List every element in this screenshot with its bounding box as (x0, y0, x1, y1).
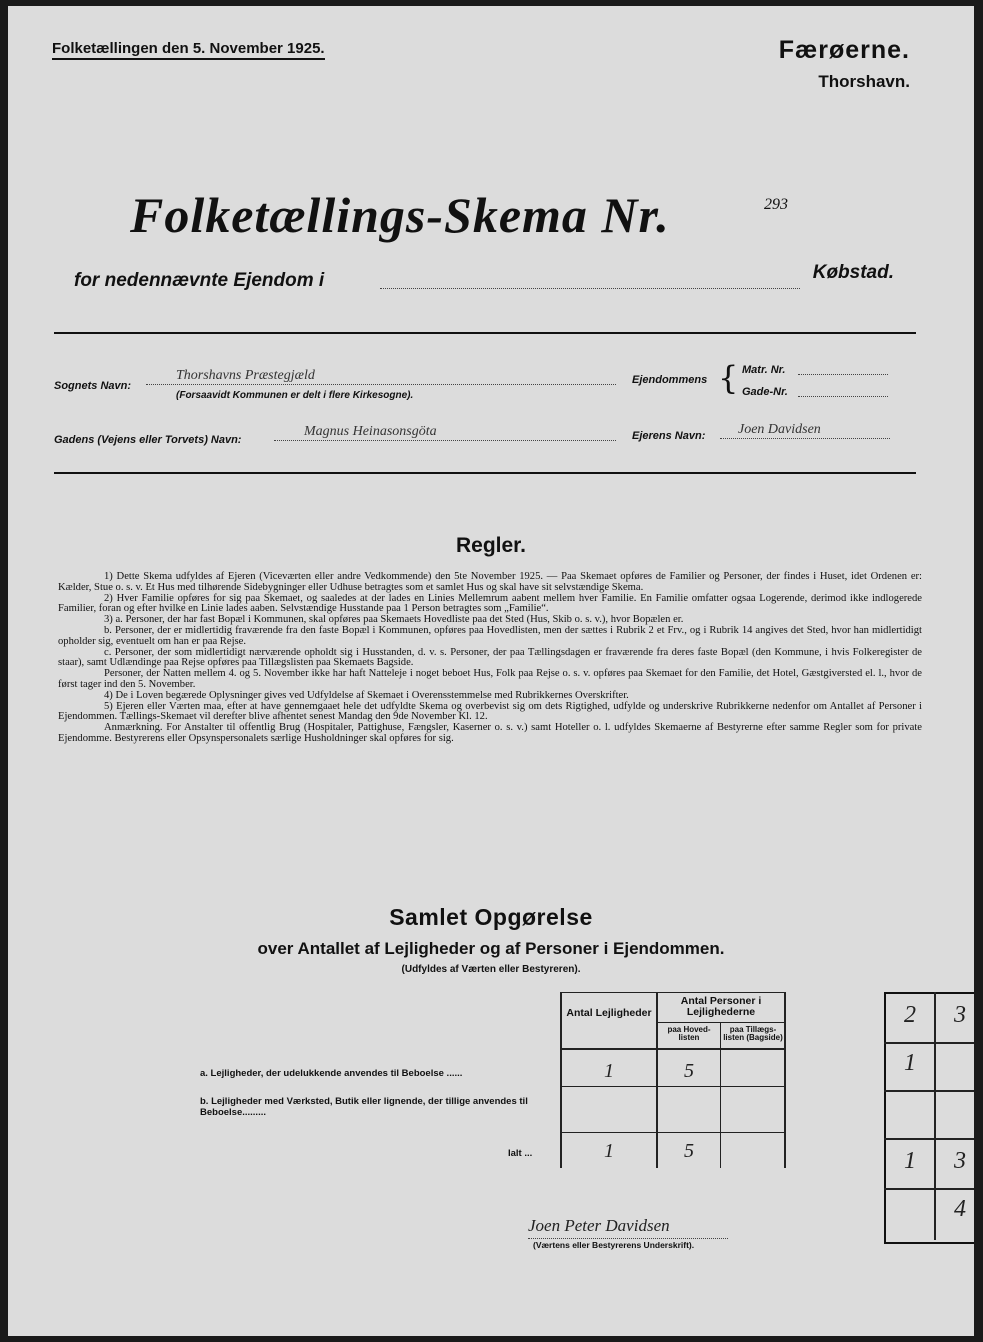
row-ialt-hoved: 5 (684, 1140, 694, 1162)
table-row-line (560, 1086, 786, 1087)
side-tally-cell: 4 (954, 1196, 966, 1222)
ejer-dotline (720, 438, 890, 439)
table-col-line (560, 992, 562, 1168)
gade-label: Gadens (Vejens eller Torvets) Navn: (54, 434, 242, 446)
divider-top (54, 332, 916, 334)
gade-value: Magnus Heinasonsgöta (304, 424, 437, 439)
table-col-line (784, 992, 786, 1168)
side-tally-row-line (884, 1138, 974, 1140)
ejer-value: Joen Davidsen (738, 422, 821, 437)
kobstad-label: Købstad. (812, 262, 894, 283)
side-tally-cell: 3 (954, 1002, 966, 1028)
town-header: Thorshavn. (818, 72, 910, 91)
summary-note: (Udfyldes af Værten eller Bestyreren). (401, 964, 581, 975)
side-tally-row-line (884, 1090, 974, 1092)
side-tally-cell: 2 (904, 1002, 916, 1028)
row-b-label: b. Lejligheder med Værksted, Butik eller lignende, der tillige anvendes til Beboelse......... (200, 1096, 528, 1118)
rule-paragraph: b. Personer, der er midlertidig fraværende fra den faste Bopæl i Kommunen, opføres paa Hovedlisten, men der sættes i Rubrik 2 et Frv., og i Rubrik 14 angives det Sted, hvor han midlertidigt opholder sig, eventuelt om han er paa Rejse. (58, 624, 922, 647)
rule-paragraph: 1) Dette Skema udfyldes af Ejeren (Viceværten eller andre Vedkommende) den 5te November 1925. — Paa Skemaet opføres de Familier og Personer, der findes i Huset, idet Ordenen er: Kælder, Stue o. s. v. Et Hus med tilhørende Sidebygninger eller Udhuse betragtes som et samlet Hus og skal have sit selvstændige Skema. (58, 571, 922, 593)
census-date-header: Folketællingen den 5. November 1925. (52, 40, 325, 60)
table-col-line (720, 1022, 721, 1168)
signature-dotline (528, 1238, 728, 1239)
row-a-label: a. Lejligheder, der udelukkende anvendes til Beboelse ...... (200, 1068, 463, 1079)
form-title: Folketællings-Skema Nr. (130, 187, 670, 243)
rule-paragraph: 3) a. Personer, der har fast Bopæl i Kommunen, skal opføres paa Skemaets Hovedliste paa det Sted (Hus, Skib o. s. v.), hvor Bopælen er. (104, 614, 684, 626)
table-header-bottom (560, 1048, 786, 1050)
sogn-note: (Forsaavidt Kommunen er delt i flere Kirkesogne). (176, 390, 414, 401)
gade-nr-label: Gade-Nr. (742, 386, 788, 398)
rule-paragraph: 4) De i Loven begærede Oplysninger gives ved Udfyldelse af Skemaet i Overensstemmelse med Rubrikkernes Overskrifter. (104, 689, 629, 701)
row-ialt-label: Ialt ... (508, 1148, 533, 1159)
rules-text (58, 572, 922, 745)
sogn-value: Thorshavns Præstegjæld (176, 368, 315, 383)
rule-paragraph: 2) Hver Familie opføres for sig paa Skemaet, og saaledes at der lades en Linies Mellemrum aabent mellem hver Familie. En Familie omfatter ogsaa Logerende, derimod ikke indlogerede Familier, foran og efter hvilke en Linie lades aaben. Selvstændige Husstande paa 1 Person betragtes som „Familie“. (58, 592, 922, 615)
signature-caption: (Værtens eller Bestyrerens Underskrift). (533, 1240, 695, 1250)
side-tally-cell: 1 (904, 1050, 916, 1076)
form-subtitle: for nedennævnte Ejendom i (74, 270, 325, 291)
brace-glyph: { (718, 359, 739, 397)
form-number: 293 (764, 196, 788, 213)
matr-dotline (798, 374, 888, 375)
col-antal-personer: Antal Personer i Lejlighederne (680, 995, 762, 1018)
matr-label: Matr. Nr. (742, 364, 786, 376)
side-tally-row-line (884, 1188, 974, 1190)
table-row-line (560, 1132, 786, 1133)
summary-title: Samlet Opgørelse (389, 904, 593, 930)
gade-dotline (274, 440, 616, 441)
ejendom-label: Ejendommens (632, 374, 708, 386)
gade-nr-dotline (798, 396, 888, 397)
col-hovedlisten: paa Hoved-listen (667, 1025, 711, 1042)
table-header-split (658, 1022, 784, 1023)
row-a-hoved: 5 (684, 1060, 694, 1082)
side-tally-row-line (884, 1042, 974, 1044)
rule-paragraph: 5) Ejeren eller Værten maa, efter at have gennemgaaet hele det udfyldte Skema og overbevist sig om dets Rigtighed, udfylde og underskrive Rubrikkerne nedenfor om Antallet af Personer i Ejendommen. Tællings-Skemaet vil derefter blive afhentet senest Mandag den 9de November Kl. 12. (58, 700, 922, 723)
col-antal-lejligheder: Antal Lejligheder (566, 1007, 652, 1019)
rules-title: Regler. (455, 534, 527, 557)
divider-middle (54, 472, 916, 474)
subtitle-dotline (380, 288, 800, 289)
region-header: Færøerne. (778, 36, 910, 64)
side-tally-cell: 1 (904, 1148, 916, 1174)
rule-paragraph: c. Personer, der som midlertidigt nærværende opholdt sig i Husstanden, d. v. s. Personer, der paa Tællingsdagen er fraværende fra deres faste Bopæl (den Kommune, i hvis Folkeregister de staar), samt Udlændinge paa Rejse opføres paa Tillægslisten paa Skemaets Bagside. (58, 646, 922, 669)
sogn-label: Sognets Navn: (54, 380, 132, 392)
signature: Joen Peter Davidsen (528, 1216, 670, 1235)
side-tally-cell: 3 (954, 1148, 966, 1174)
rule-paragraph: Personer, der Natten mellem 4. og 5. November ikke har haft Natteleje i noget beboet Hus, Folk paa Rejse o. s. v. opføres paa Skemaet for den Familie, det Hotel, Gæstgiversted el. l., hvor de først tager ind den 5. November. (58, 668, 922, 690)
sogn-dotline (146, 384, 616, 385)
ejer-label: Ejerens Navn: (632, 430, 706, 442)
table-top-line (560, 992, 786, 993)
col-tillaegslisten: paa Tillægs-listen (Bagside) (723, 1025, 783, 1042)
rule-paragraph: Anmærkning. For Anstalter til offentlig Brug (Hospitaler, Pattighuse, Fængsler, Kaserner o. s. v.) samt Hoteller o. l. udfyldes Skemaerne af Bestyrerne efter samme Regler som for private Ejendomme. Bestyrerens eller Opsynspersonalets særlige Husholdninger skal opføres for sig. (58, 722, 922, 744)
summary-subtitle: over Antallet af Lejligheder og af Personer i Ejendommen. (257, 939, 725, 958)
row-a-antal: 1 (604, 1060, 614, 1082)
row-ialt-antal: 1 (604, 1140, 614, 1162)
census-form-page (8, 6, 974, 1336)
